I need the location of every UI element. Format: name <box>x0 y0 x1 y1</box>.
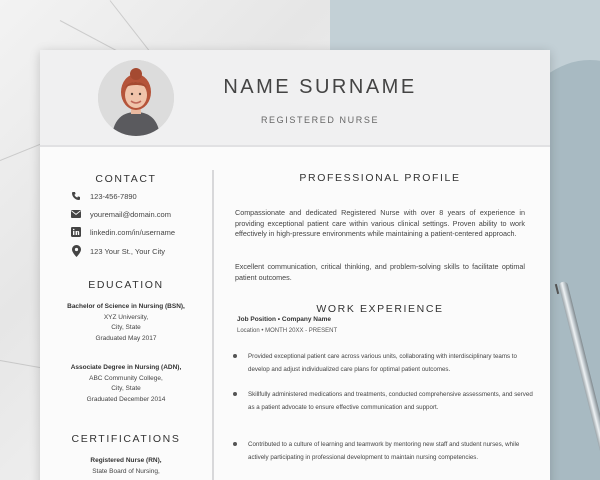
contact-linkedin <box>70 225 175 239</box>
education-item <box>40 302 212 344</box>
resume-name: NAME SURNAME <box>223 76 417 98</box>
avatar <box>98 60 174 136</box>
list-item <box>233 351 533 376</box>
address-text: 123 Your St., Your City <box>90 246 166 256</box>
list-item <box>233 389 533 414</box>
certifications-heading: CERTIFICATIONS <box>71 433 181 445</box>
profile-heading: PROFESSIONAL PROFILE <box>299 172 461 184</box>
list-item <box>233 439 533 464</box>
job-meta: Location • MONTH 20XX - PRESENT <box>237 328 338 334</box>
certification-name: Registered Nurse (RN), <box>90 457 162 464</box>
portrait-image <box>98 60 174 136</box>
contact-address <box>70 244 165 258</box>
education-school: XYZ University, <box>103 313 149 321</box>
education-location: City, State <box>111 385 141 392</box>
education-heading: EDUCATION <box>88 279 164 291</box>
location-pin-icon <box>70 245 82 257</box>
education-date: Graduated December 2014 <box>86 395 166 403</box>
job-title: Job Position • Company Name <box>237 316 332 323</box>
linkedin-text: linkedin.com/in/username <box>90 227 176 237</box>
contact-heading: CONTACT <box>95 173 157 185</box>
resume-sheet <box>40 50 550 480</box>
certification-item <box>40 456 212 477</box>
bullet-text: Skillfully administered medications and treatments, conducted comprehensive assessments, and served as a patient advocate to ensure effective communication and support. <box>248 391 533 411</box>
linkedin-icon <box>70 226 82 238</box>
bullet-dot <box>233 442 237 446</box>
contact-phone <box>70 189 137 203</box>
profile-paragraph: Excellent communication, critical thinking, and problem-solving skills to facilitate optimal patient outcomes. <box>235 262 525 282</box>
education-degree: Associate Degree in Nursing (ADN), <box>70 364 182 371</box>
bullet-text: Provided exceptional patient care across various units, collaborating with interdisciplinary teams to develop and adjust individualized care plans for optimal patient outcomes. <box>248 353 517 373</box>
profile-paragraph: Compassionate and dedicated Registered Nurse with over 8 years of experience in providing exceptional patient care within various clinical settings. Proven ability to work effectively in high-pressure environments while maintaining a patient-centered approach. <box>235 208 525 238</box>
education-item <box>40 363 212 405</box>
certification-issuer: State Board of Nursing, <box>92 467 160 475</box>
education-date: Graduated May 2017 <box>95 334 157 342</box>
column-divider <box>212 170 214 480</box>
education-degree: Bachelor of Science in Nursing (BSN), <box>67 303 185 310</box>
phone-icon <box>70 190 82 202</box>
bullet-dot <box>233 392 237 396</box>
bullet-text: Contributed to a culture of learning and teamwork by mentoring new staff and student nurses, while actively participating in professional development to maintain nursing competencies. <box>248 441 520 461</box>
education-school: ABC Community College, <box>89 374 163 382</box>
email-text: youremail@domain.com <box>90 209 171 219</box>
phone-text: 123-456-7890 <box>90 191 137 201</box>
education-location: City, State <box>111 324 141 331</box>
resume-role: REGISTERED NURSE <box>260 115 380 125</box>
contact-email <box>70 207 171 221</box>
experience-heading: WORK EXPERIENCE <box>316 303 444 315</box>
mail-icon <box>70 208 82 220</box>
bullet-dot <box>233 354 237 358</box>
header-divider <box>40 145 550 147</box>
